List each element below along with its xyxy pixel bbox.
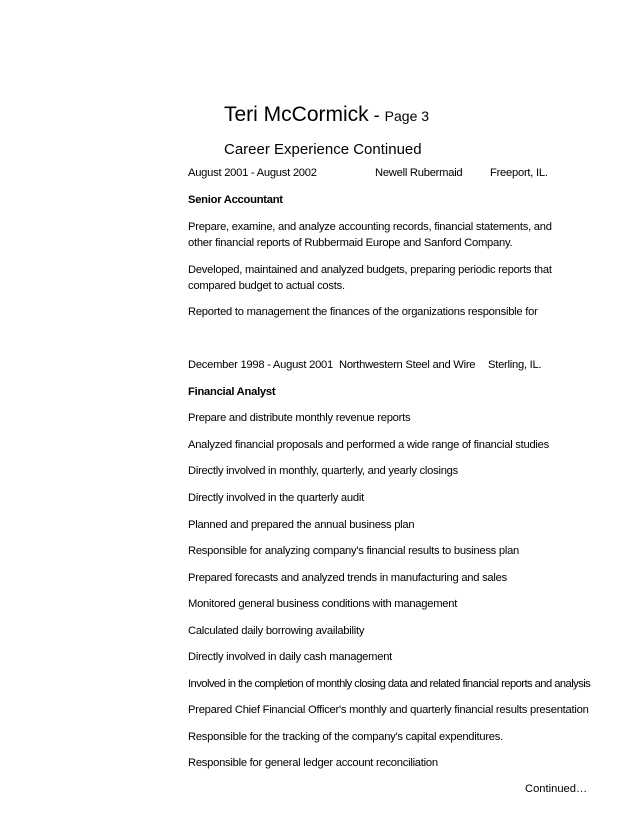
job-duty: Prepare and distribute monthly revenue reports	[188, 412, 411, 424]
job-dates: August 2001 - August 2002	[188, 167, 317, 179]
job-title: Financial Analyst	[188, 386, 276, 398]
job-company: Northwestern Steel and Wire	[339, 359, 476, 371]
job-duty: Directly involved in daily cash management	[188, 651, 393, 663]
job-duty: Directly involved in monthly, quarterly, and yearly closings	[188, 465, 458, 477]
page-number: Page 3	[384, 108, 430, 124]
job-duty: other financial reports of Rubbermaid Europe and Sanford Company.	[188, 237, 513, 249]
job-duty: Calculated daily borrowing availability	[188, 625, 365, 637]
job-duty: Responsible for general ledger account reconciliation	[188, 757, 438, 769]
job-duty: Prepare, examine, and analyze accounting records, financial statements, and	[188, 221, 552, 233]
job-duty: Prepared forecasts and analyzed trends in manufacturing and sales	[188, 572, 507, 584]
job-dates: December 1998 - August 2001	[188, 359, 334, 371]
job-duty: Planned and prepared the annual business plan	[188, 519, 415, 531]
job-duty: Involved in the completion of monthly closing data and related financial reports and analysis	[188, 678, 591, 690]
title-separator: -	[368, 105, 385, 125]
job-duty: Directly involved in the quarterly audit	[188, 492, 364, 504]
job-duty: Reported to management the finances of the organizations responsible for	[188, 306, 538, 318]
candidate-name: Teri McCormick	[224, 103, 369, 126]
job-duty: Prepared Chief Financial Officer's monthly and quarterly financial results presentation	[188, 704, 589, 716]
job-duty: Monitored general business conditions with management	[188, 598, 458, 610]
continued-note: Continued…	[525, 783, 588, 795]
job-title: Senior Accountant	[188, 194, 283, 206]
job-duty: Responsible for the tracking of the company's capital expenditures.	[188, 731, 503, 743]
job-duty: Analyzed financial proposals and performed a wide range of financial studies	[188, 439, 549, 451]
job-location: Freeport, IL.	[490, 167, 548, 179]
job-duty: Developed, maintained and analyzed budgets, preparing periodic reports that	[188, 264, 552, 276]
job-duty: Responsible for analyzing company's financial results to business plan	[188, 545, 520, 557]
job-duty: compared budget to actual costs.	[188, 280, 345, 292]
section-heading: Career Experience Continued	[224, 141, 422, 158]
job-company: Newell Rubermaid	[375, 167, 463, 179]
page-title	[224, 104, 429, 125]
job-location: Sterling, IL.	[488, 359, 542, 371]
